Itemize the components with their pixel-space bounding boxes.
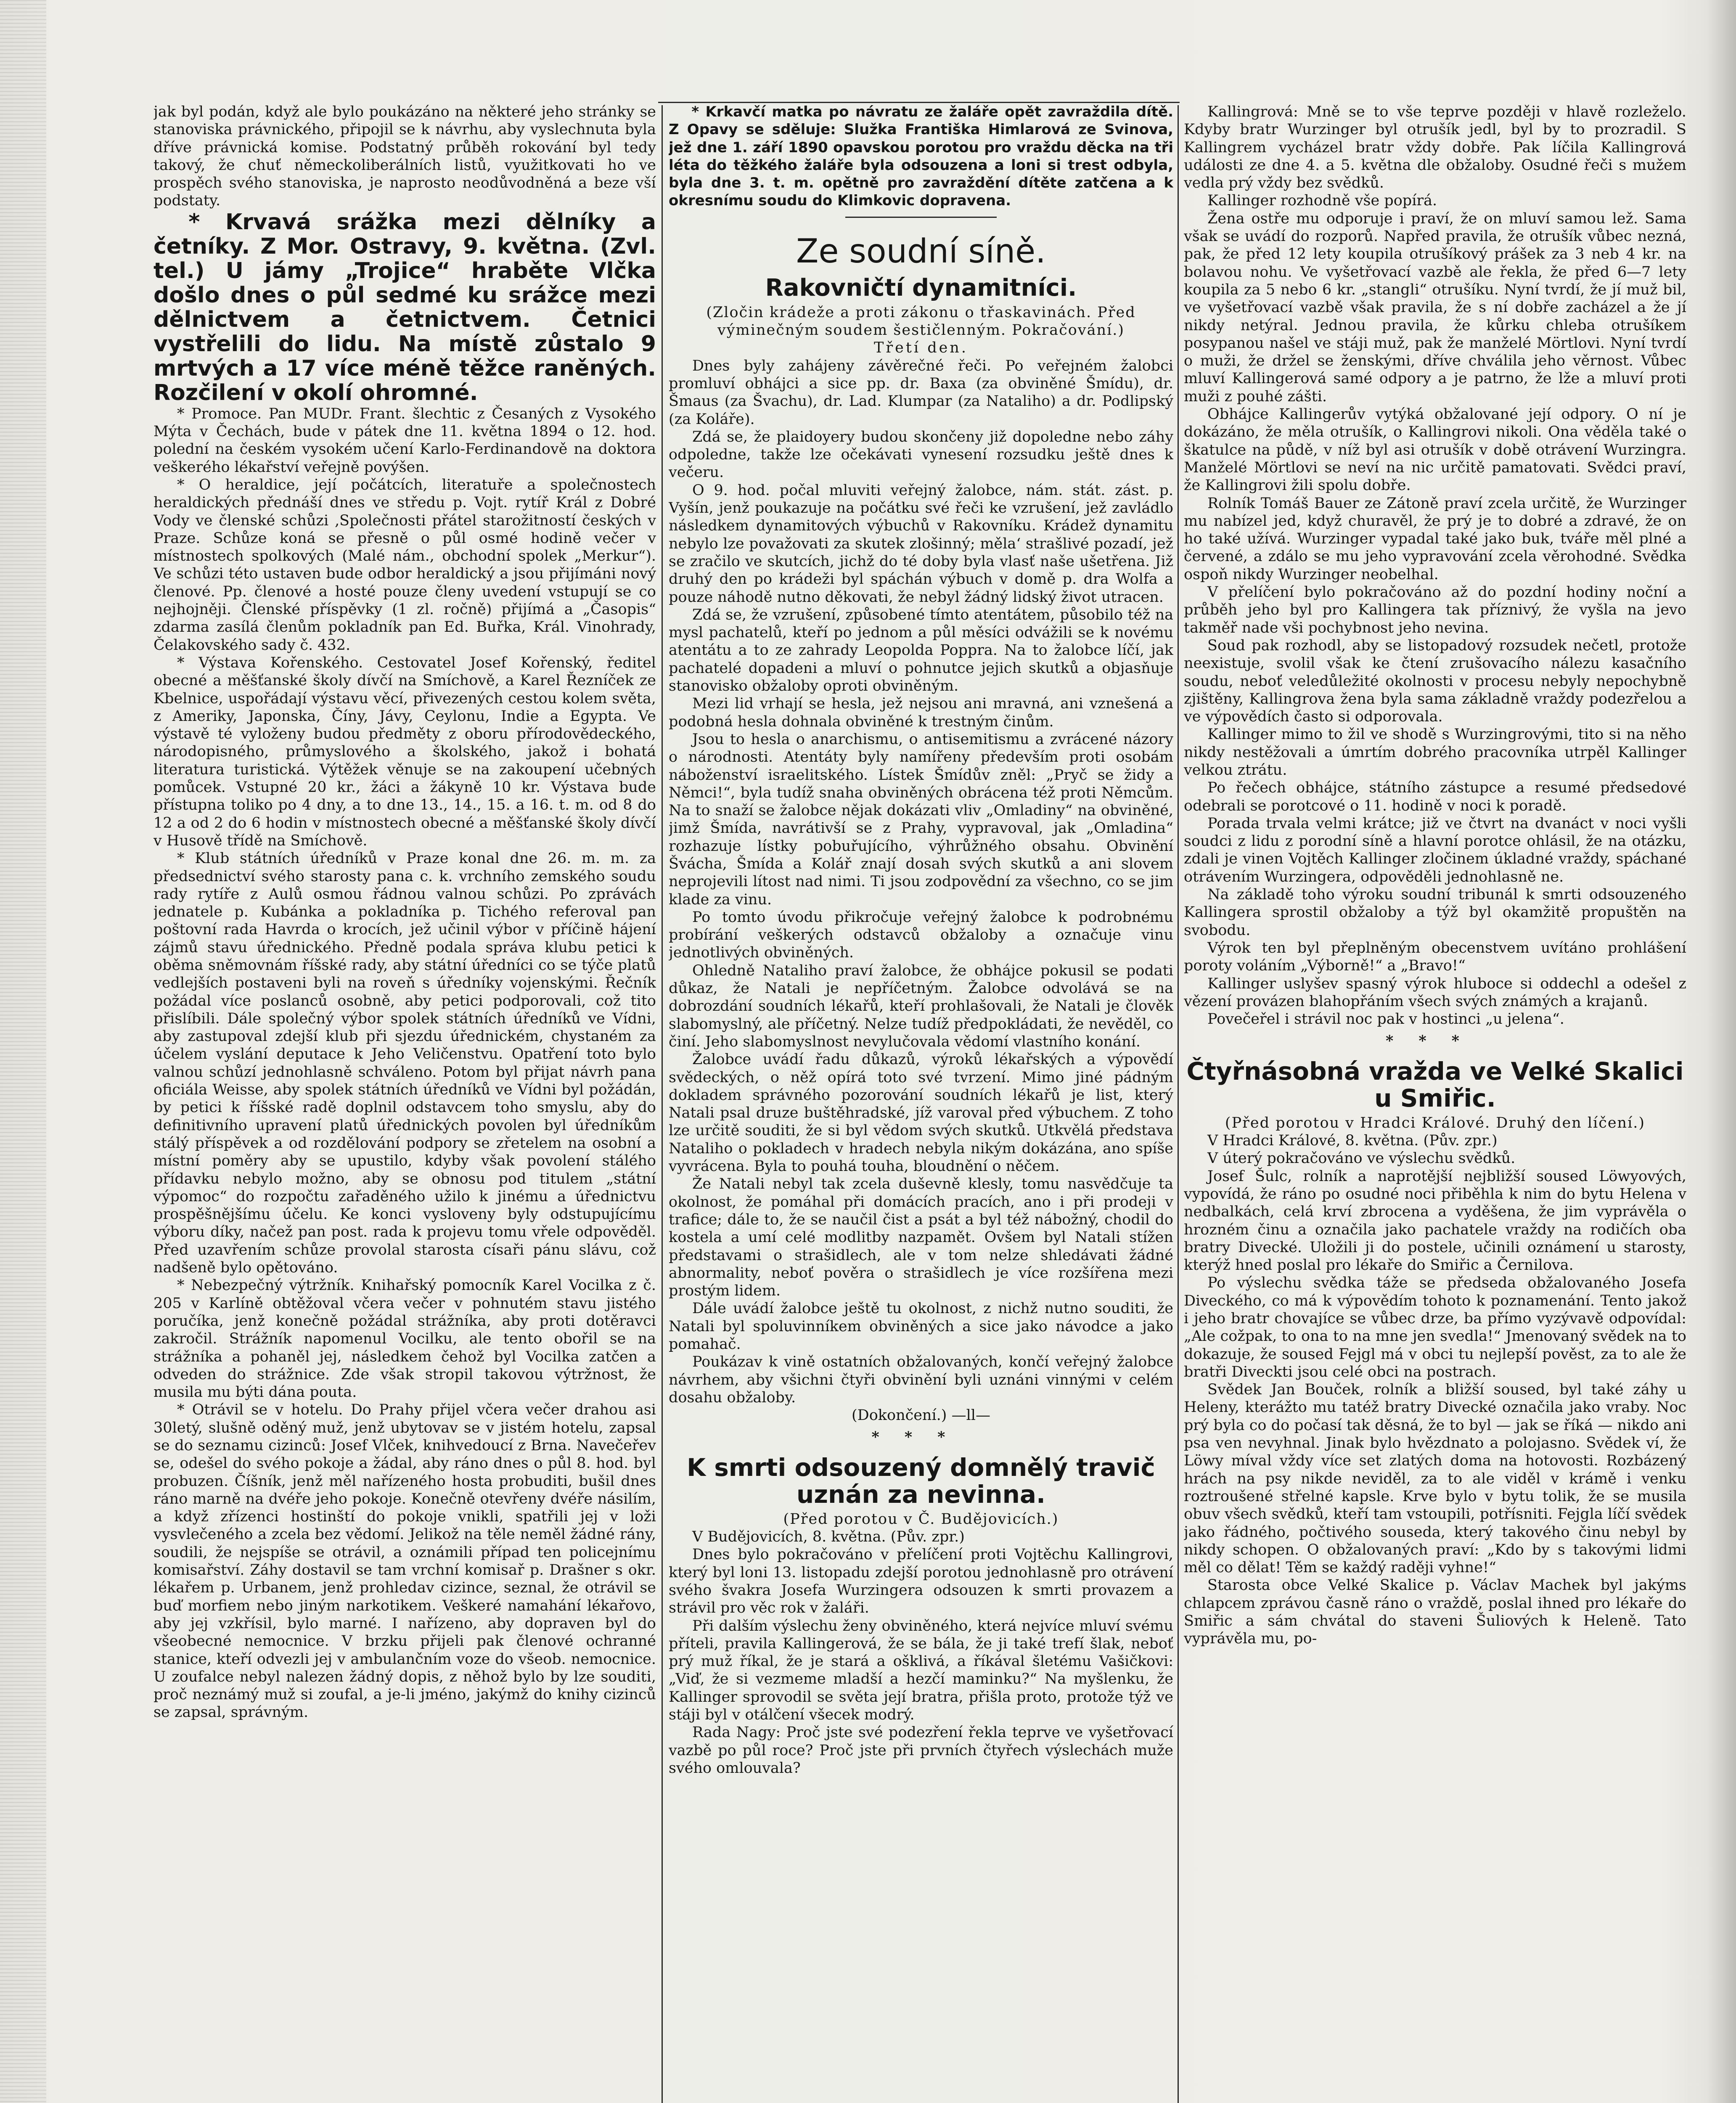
article-title-dynamitnici: Rakovničtí dynamitníci. xyxy=(765,274,1077,302)
article-paragraph: Zdá se, že plaidoyery budou skončeny již dopoledne nebo záhy odpoledne, takže lze očekávati vynesení rozsudku ještě dnes k večeru. xyxy=(669,428,1173,481)
article-paragraph: jak byl podán, když ale bylo poukázáno na některé jeho stránky se stanoviska právnického, připojil se k návrhu, aby vyslechnuta byla dříve právnická komise. Podstatný průběh rokování byl tedy takový, že chuť německoliberálních listů, využitkovati ho ve prospěch svého stanoviska, je naprosto neodůvodněná a beze vší podstaty. xyxy=(153,103,656,209)
article-paragraph: Dále uvádí žalobce ještě tu okolnost, z nichž nutno souditi, že Natali byl spoluvinníkem obviněných a sice jako návodce a jako pomahač. xyxy=(669,1300,1173,1353)
article-dek: (Před porotou v Hradci Králové. Druhý den líčení.) xyxy=(1225,1114,1646,1131)
news-item-krkavci-matka: * Krkavčí matka po návratu ze žaláře opět zavraždila dítě. Z Opavy se sděluje: Služka Františka Himlarová ze Svinova, jež dne 1. září 1890 opavskou porotou pro vraždu děcka na tři léta do těžkého žaláře byla odsouzena a loni si trest odbyla, byla dne 3. t. m. opětně pro zavraždění dítěte zatčena a k okresnímu soudu do Klimkovic dopravena. xyxy=(669,103,1173,209)
column-rule-2 xyxy=(1178,105,1179,2103)
article-paragraph: Na základě toho výroku soudní tribunál k smrti odsouzeného Kallingera sprostil obžaloby a týž byl okamžitě propuštěn na svobodu. xyxy=(1184,886,1686,939)
article-paragraph: Výrok ten byl přeplněným obecenstvem uvítáno prohlášení poroty voláním „Výborně!“ a „Bravo!“ xyxy=(1184,939,1686,975)
article-paragraph: V přelíčení bylo pokračováno až do pozdní hodiny noční a průběh jeho byl pro Kallingera tak příznivý, že vyšla na jevo takměř nade vši pochybnost jeho nevina. xyxy=(1184,584,1686,636)
column-2 xyxy=(669,103,1173,2103)
column-3 xyxy=(1184,103,1686,2103)
news-item-heraldika: * O heraldice, její počátcích, literatuře a společnostech heraldických přednáší dnes ve středu p. Vojt. rytíř Král z Dobré Vody ve členské schůzi ‚Společnosti přátel starožitností českých v Praze. Schůze koná se přesně o půl osmé hodině večer v místnostech spolkových (Malé nám., obchodní spolek „Merkur“). Ve schůzi této ustaven bude odbor heraldický a jsou přijímáni nový členové. Pp. členové a hosté pouze členy uvedení vstupují se co nejhojněji. Členské příspěvky (1 zl. ročně) přijímá a „Časopis“ zdarma zasílá členům pokladník pan Ed. Buřka, Král. Vinohrady, Čelakovského sady č. 432. xyxy=(153,476,656,654)
article-paragraph: Po tomto úvodu přikročuje veřejný žalobce k podrobnému probírání veškerých odstavců obžaloby a označuje vinu jednotlivých obviněných. xyxy=(669,908,1173,961)
signature: —ll— xyxy=(951,1407,990,1424)
news-item-klub: * Klub státních úředníků v Praze konal dne 26. m. m. za předsednictví svého starosty pana c. k. vrchního zemského soudu rady rytíře z Aulů osmou řádnou valnou schůzi. Po zprávách jednatele p. Kubánka a pokladníka p. Tichého referoval pan poštovní rada Havrda o krocích, jež učinil výbor v příčině hájení zájmů stavu úřednického. Předně podala správa klubu petici k oběma sněmovnám říšské rady, aby státní úředníci co se týče platů vedlejších postaveni byli na roveň s úředníky vojenskými. Řečník požádal více poslanců osobně, aby petici podporovali, což tito přislíbili. Dále společný výbor spolek státních úředníků ve Vídni, aby zastupoval zdejší klub při sjezdu úřednickém, chystaném za účelem vyslání deputace k Jeho Veličenstvu. Opatření toto bylo valnou schůzí jednohlasně schváleno. Potom byl přijat návrh pana oficiála Weisse, aby spolek státních úředníků ve Vídni byl požádán, by petici k říšské radě doplnil odstavcem toho smyslu, aby do definitivního upravení platů úřednických povolen byl úředníkům stálý příspěvek a od rozdělování podpory se zřetelem na osobní a místní poměry aby se upustilo, kdyby však povolení stálého přídavku nebylo možno, aby se obnosu pod titulem „státní výpomoc“ do rozpočtu zařaděného užilo k jinému a úřednictvu prospěšnějšímu účelu. Ke konci vysloveny byly odstupujícímu výboru díky, načež pan post. rada k projevu tomu vřele odpověděl. Před uzavřením schůze provolal starosta císaři pánu slávu, což nadšeně bylo opětováno. xyxy=(153,850,656,1277)
article-paragraph: Že Natali nebyl tak zcela duševně klesly, tomu nasvědčuje ta okolnost, že pomáhal při domácích pracích, ano i při prodeji v trafice; dále to, že se naučil čist a psát a byl též nábožný, chodil do kostela a umí celé modlitby nazpamět. Ovšem byl Natali stížen představami o strašidlech, ale v tom nelze shledávati žádné abnormality, neboť pověra o strašidlech je více rozšířena mezi prostým lidem. xyxy=(669,1176,1173,1300)
article-paragraph: Povečeřel i strávil noc pak v hostinci „u jelena“. xyxy=(1207,1011,1564,1028)
article-paragraph: Ohledně Nataliho praví žalobce, že obhájce pokusil se podati důkaz, že Natali je nepříčetným. Žalobce odvolává se na dobrozdání soudních lékařů, kteří prohlašovali, že Natali je člověk slabomyslný, ale příčetný. Nelze tudíž předpokládati, že nevěděl, co činí. Jeho slabomyslnost nevylučovala vědomí vlastního konání. xyxy=(669,962,1173,1050)
article-paragraph: Při dalším výslechu ženy obviněného, která nejvíce mluví svému příteli, pravila Kallingerová, že se bála, že ji také trefí šlak, neboť prý muž říkal, že je stará a ošklivá, a říkával šletému Vašičkovi: „Viď, že si vezmeme mladší a hezčí maminku?“ Na myšlenku, že Kallinger sprovodil se světa její bratra, přišla proto, protože týž ve stáji byl v otálčení všecek modrý. xyxy=(669,1617,1173,1724)
article-paragraph: Kallingrová: Mně se to vše teprve později v hlavě rozleželo. Kdyby bratr Wurzinger byl otrušík jedl, byl by to prozradil. S Kallingrem vycházel bratr vždy dobře. Pak líčila Kallingrová události ze dne 4. a 5. května dle obžaloby. Osudné řeči s mužem vedla prý vždy bez svědků. xyxy=(1184,103,1686,192)
article-paragraph: Jsou to hesla o anarchismu, o antisemitismu a zvrácené názory o národnosti. Atentáty byly namířeny především proti osobám náboženství israelitského. Lístek Šmídův zněl: „Pryč se židy a Němci!“, byla tudíž snaha obviněných obrácena též proti Němcům. Na to snaží se žalobce nějak dokázati vliv „Omladiny“ na obviněné, jimž Šmída, navrátivší se z Prahy, vypravoval, jak „Omladina“ rozhazuje lístky pobuřujícího, výhrůžného obsahu. Obvinění Švácha, Šmída a Kolář znají dosah svých skutků a ani slovem neprojevili lítost nad nimi. Ti jsou zodpovědní za všechno, co se jim klade za vinu. xyxy=(669,731,1173,908)
page-left-edge xyxy=(0,0,46,2103)
article-paragraph: Žena ostře mu odporuje i praví, že on mluví samou lež. Sama však se uvádí do rozporů. Napřed pravila, že otrušík vůbec nezná, pak, že před 12 lety koupila otrušíkový prášek za 3 neb 4 kr. na bolavou nohu. Ve vyšetřovací vazbě ale řekla, že před 6—7 lety koupila za 5 nebo 6 kr. „stangli“ otrušíku. Nyní tvrdí, že jí muž bil, ve vyšetřovací vazbě však pravila, že s ní dobře zacházel a že jí nikdy netýral. Jednou pravila, že kůrku chleba otrušíkem posypanou našel ve stáji muž, pak že manželé Mörtlovi. Nyní tvrdí o muži, že držel se ženskými, dříve chválila jeho věrnost. Vůbec mluví Kallingerová samé odpory a je patrno, že lže a mluví proti muži z pouhé zášti. xyxy=(1184,210,1686,405)
article-paragraph: Po výslechu svědka táže se předseda obžalovaného Josefa Diveckého, co má k výpovědím tohoto k poznamenání. Tento jakož i jeho bratr chovajíce se vůbec drze, ba přímo vyzývavě odpovídal: „Ale cožpak, to ona to na mne jen svedla!“ Jmenovaný svědek na to dokazuje, že soused Fejgl má v obci tu nejlepší pověst, za to ale že bratři Diveckti jsou celé obci na postrach. xyxy=(1184,1274,1686,1380)
news-item-otravil: * Otrávil se v hotelu. Do Prahy přijel včera večer drahou asi 30letý, slušně oděný muž, jenž ubytovav se v jistém hotelu, zapsal se do seznamu cizinců: Josef Vlček, knihvedoucí z Brna. Navečeřev se, odešel do svého pokoje a žádal, aby ráno dnes o půl 8. hod. byl probuzen. Číšník, jenž měl nařízeného hosta probuditi, bušil dnes ráno marně na dvéře jeho pokoje. Konečně otevřeny dvéře násilím, a když zřízenci hostinští do pokoje vnikli, spatřili jej v loži vysvlečeného a zcela bez vědomí. Jelikož na těle neměl žádné rány, soudili, že nejspíše se otrávil, a oznámili případ ten policejnímu komisařství. Záhy dostavil se tam vrchní komisař p. Drašner s okr. lékařem p. Urbanem, jenž prohledav cizince, seznal, že otrávil se buď morfiem nebo jiným narkotikem. Veškeré namahání lékařovo, aby jej vzkřísil, bylo marné. I nařízeno, aby dopraven byl do všeobecné nemocnice. V brzku přijeli pak členové ochranné stanice, kteří odvezli jej v ambulančním voze do všeob. nemocnice. U zoufalce nebyl nalezen žádný dopis, z něhož bylo by lze souditi, proč neznámý muž si zoufal, a je-li jméno, jakýmž do knihy cizinců se zapsal, správným. xyxy=(153,1401,656,1721)
news-item-vystava: * Výstava Kořenského. Cestovatel Josef Kořenský, ředitel obecné a měšťanské školy dívčí na Smíchově, a Karel Řezníček ze Kbelnice, uspořádají výstavu věcí, přivezených cestou kolem světa, z Ameriky, Japonska, Číny, Jávy, Ceylonu, Indie a Egypta. Ve výstavě té vyloženy budou předměty z oboru přírodovědeckého, národopisného, průmyslového a školského, jakož i bohatá literatura turistická. Výtěžek věnuje se na zakoupení učebných pomůcek. Vstupné 20 kr., žáci a žákyně 10 kr. Výstava bude přístupna toliko po 4 dny, a to dne 13., 14., 15. a 16. t. m. od 8 do 12 a od 2 do 6 hodin v místnostech obecné a měšťanské školy dívčí v Husově třídě na Smíchově. xyxy=(153,654,656,849)
continuation-label: (Dokončení.) xyxy=(852,1407,947,1424)
continuation-note xyxy=(669,1406,1173,1424)
article-paragraph: Porada trvala velmi krátce; již ve čtvrt na dvanáct v noci vyšli soudci z lidu z porodní síně a hlavní porotce ohlásil, že na otázku, zdali je vinen Vojtěch Kallinger zločinem úkladné vraždy, spáchané otrávením Wurzingera, odpověděli jednohlasně ne. xyxy=(1184,815,1686,885)
article-dateline: V Budějovicích, 8. května. (Pův. zpr.) xyxy=(692,1528,965,1546)
article-paragraph: O 9. hod. počal mluviti veřejný žalobce, nám. stát. zást. p. Vyšín, jenž poukazuje na počátku své řeči ke vzrušení, jež zavládlo následkem dynamitových výbuchů v Rakovníku. Krádež dynamitu nebylo lze považovati za skutek zlošinný; měla‘ strašlivé pozadí, jež se zračilo ve skutcích, jichž do té doby byla vlasť naše ušetřena. Již druhý den po krádeži byl spáchán výbuch v domě p. dra Wolfa a pouze náhodě nutno děkovati, že nebyl žádný lidský život utracen. xyxy=(669,482,1173,606)
article-dateline: V Hradci Králové, 8. května. (Pův. zpr.) xyxy=(1207,1132,1498,1149)
article-dek: (Zločin krádeže a proti zákonu o třaskavinách. Před výminečným soudem šestičlenným. Pokračování.) xyxy=(706,304,1136,339)
news-item-vytrznik: * Nebezpečný výtržník. Knihařský pomocník Karel Vocilka z č. 205 v Karlíně obtěžoval včera večer v pohnutém stavu jistého poručíka, jenž konečně požádal strážníka, aby proti dotěravci zakročil. Strážník napomenul Vocilku, ale tento obořil se na strážníka a pohaněl jej, následkem čehož byl Vocilka zatčen a odveden do strážnice. Zde však stropil takovou výtržnost, že musila mu býti dána pouta. xyxy=(153,1277,656,1401)
page-right-edge xyxy=(1707,0,1736,2103)
article-paragraph: Poukázav k vině ostatních obžalovaných, končí veřejný žalobce návrhem, aby všichni čtyři obvinění byli uznáni vinnými v celém dosahu obžaloby. xyxy=(669,1353,1173,1406)
column-1 xyxy=(153,103,656,2103)
separator-stars: *** xyxy=(871,1428,971,1446)
article-title-vrazda: Čtyřnásobná vražda ve Velké Skalici u Smiřic. xyxy=(1186,1057,1684,1112)
news-item-promoce: * Promoce. Pan MUDr. Frant. šlechtic z Česaných z Vysokého Mýta v Čechách, bude v pátek dne 11. května 1894 o 12. hod. polední na českém vysokém učení Karlo-Ferdinandově na doktora veškerého lékařství veřejně povýšen. xyxy=(153,405,656,476)
divider xyxy=(845,217,997,218)
article-paragraph: Obhájce Kallingerův vytýká obžalované její odpory. O ní je dokázáno, že měla otrušík, o Kallingrovi nikoli. Ona věděla také o škatulce na půdě, v níž byl asi otrušík v době otrávení Wurzingra. Manželé Mörtlovi se neví na nic určitě pamatovati. Svědci praví, že Kallingrovi žili spolu dobře. xyxy=(1184,406,1686,494)
article-paragraph: Rolník Tomáš Bauer ze Zátoně praví zcela určitě, že Wurzinger mu nabízel jed, když churavěl, že prý je to dobré a zdravé, že on ho také užívá. Wurzinger vypadal také jako buk, tváře měl plné a červené, a zdálo se mu jeho vypravování zcela věrohodné. Svědka ospoň nikdy Wurzinger neobelhal. xyxy=(1184,495,1686,583)
article-paragraph: Kallinger rozhodně vše popírá. xyxy=(1207,192,1437,209)
article-paragraph: Soud pak rozhodl, aby se listopadový rozsudek nečetl, protože neexistuje, svolil však ke čtení zrušovacího nálezu kasačního soudu, neboť veledůležité okolnosti v procesu nebyly nepochybně zjištěny, Kallingrova žena byla sama základně vraždy podezřelou a ve výpovědích často si odporovala. xyxy=(1184,637,1686,726)
article-paragraph: Mezi lid vrhají se hesla, jež nejsou ani mravná, ani vznešená a podobná hesla dohnala obviněné k trestným činům. xyxy=(669,695,1173,730)
column-rule-1 xyxy=(662,105,663,2103)
article-paragraph: Dnes byly zahájeny závěrečné řeči. Po veřejném žalobci promluví obhájci a sice pp. dr. Baxa (za obviněné Šmídu), dr. Šmaus (za Švachu), dr. Lad. Klumpar (za Nataliho) a dr. Podlipský (za Koláře). xyxy=(669,357,1173,428)
article-paragraph: Dnes bylo pokračováno v přelíčení proti Vojtěchu Kallingrovi, který byl loni 13. listopadu zdejší porotou jednohlasně pro otrávení svého švakra Josefa Wurzingera odsouzen k smrti provazem a strávil pro věc rok v žaláři. xyxy=(669,1546,1173,1617)
article-paragraph: Zdá se, že vzrušení, způsobené tímto atentátem, působilo též na mysl pachatelů, kteří po jednom a půl měsíci odvážili se k novému atentátu a to ze zahrady Leopolda Poppra. Na to žalobce líčí, jak pachatelé dopadeni a mluví o pohnutce jejich skutků a objasňuje stanovisko obžaloby oproti obviněným. xyxy=(669,606,1173,695)
article-title-travic: K smrti odsouzený domnělý travič uznán za nevinna. xyxy=(687,1453,1155,1509)
article-dek: (Před porotou v Č. Budějovicích.) xyxy=(783,1510,1059,1528)
article-paragraph: Kallinger uslyšev spasný výrok hluboce si oddechl a odešel z vězení provázen blahopřáním všech svých známých a krajanů. xyxy=(1184,975,1686,1010)
article-paragraph: V úterý pokračováno ve výslechu svědků. xyxy=(1207,1150,1516,1167)
separator-stars: *** xyxy=(1386,1032,1485,1050)
article-paragraph: Kallinger mimo to žil ve shodě s Wurzingrovými, tito si na něho nikdy nestěžovali a úmrtím dobrého pracovníka utrpěl Kallinger velkou ztrátu. xyxy=(1184,726,1686,779)
article-paragraph: Starosta obce Velké Skalice p. Václav Machek byl jakýms chlapcem zprávou časně ráno o vraždě, poslal ihned pro lékaře do Smiřic a sám chvátal do staveni Šuliových k Heleně. Tato vyprávěla mu, po- xyxy=(1184,1577,1686,1647)
article-paragraph: Po řečech obhájce, státního zástupce a resumé předsedové odebrali se porotcové o 11. hodině v noci k poradě. xyxy=(1184,779,1686,814)
article-day: Třetí den. xyxy=(874,339,968,357)
article-paragraph: Rada Nagy: Proč jste své podezření řekla teprve ve vyšetřovací vazbě po půl roce? Proč jste při prvních čtyřech výslechách muže svého omlouvala? xyxy=(669,1724,1173,1777)
headline-krvava-srazka: * Krvavá srážka mezi dělníky a četníky. Z Mor. Ostravy, 9. května. (Zvl. tel.) U jámy „Trojice“ hraběte Vlčka došlo dnes o půl sedmé ku srážce mezi dělnictvem a četnictvem. Četnici vystřelili do lidu. Na místě zůstalo 9 mrtvých a 17 více méně těžce raněných. Rozčilení v okolí ohromné. xyxy=(153,209,656,405)
article-paragraph: Svědek Jan Bouček, rolník a bližší soused, byl také záhy u Heleny, kterážto mu tatéž bratry Divecké označila jako vraby. Noc prý byla co do počasí tak děsná, že to byl — jak se říká — nikdo ani psa ven nevyhnal. Jinak bylo hvězdnato a polojasno. Svědek ví, že Löwy míval vždy více set zlatých doma na hotovosti. Rozbázený hrách na psy nikde neviděl, za to ale viděl v krámě i venku roztroušené střelné kapsle. Krve bylo v bytu tolik, že se musila obuv všech svědků, kteří tam vstoupili, potřísniti. Fejgla líčí svědek jako řádného, počtivého souseda, který takového činu nebyl by nikdy schopen. O obžalovaných praví: „Kdo by s takovými lidmi měl co dělat! Těm se každý raději vyhne!“ xyxy=(1184,1381,1686,1576)
article-paragraph: Josef Šulc, rolník a naprotější nejbližší soused Löwyových, vypovídá, že ráno po osudné noci přiběhla k nim do bytu Helena v nedbalkách, celá krví zbrocena a vyděšena, že jim vyprávěla o hrozném činu a označila jako pachatele vraždy na rodičích oba bratry Divecké. Uložili ji do postele, učinili oznámení u starosty, kterýž hned poslal pro lékaře do Smiřic a Černilova. xyxy=(1184,1168,1686,1274)
article-paragraph: Žalobce uvádí řadu důkazů, výroků lékařských a výpovědí svědeckých, o něž opírá toto své tvrzení. Mimo jiné pádným dokladem správného pozorování soudních lékařů je list, který Natali psal druze buštěhradské, jíž varoval před výbuchem. Z toho lze určitě souditi, že si byl vědom svých skutků. Utkvělá představa Nataliho o pokladech v hradech nebyla nikým dokázána, ano spíše vyvrácena. Byla to pouhá touha, bloudnění o něčem. xyxy=(669,1051,1173,1175)
section-title: Ze soudní síně. xyxy=(796,232,1046,270)
